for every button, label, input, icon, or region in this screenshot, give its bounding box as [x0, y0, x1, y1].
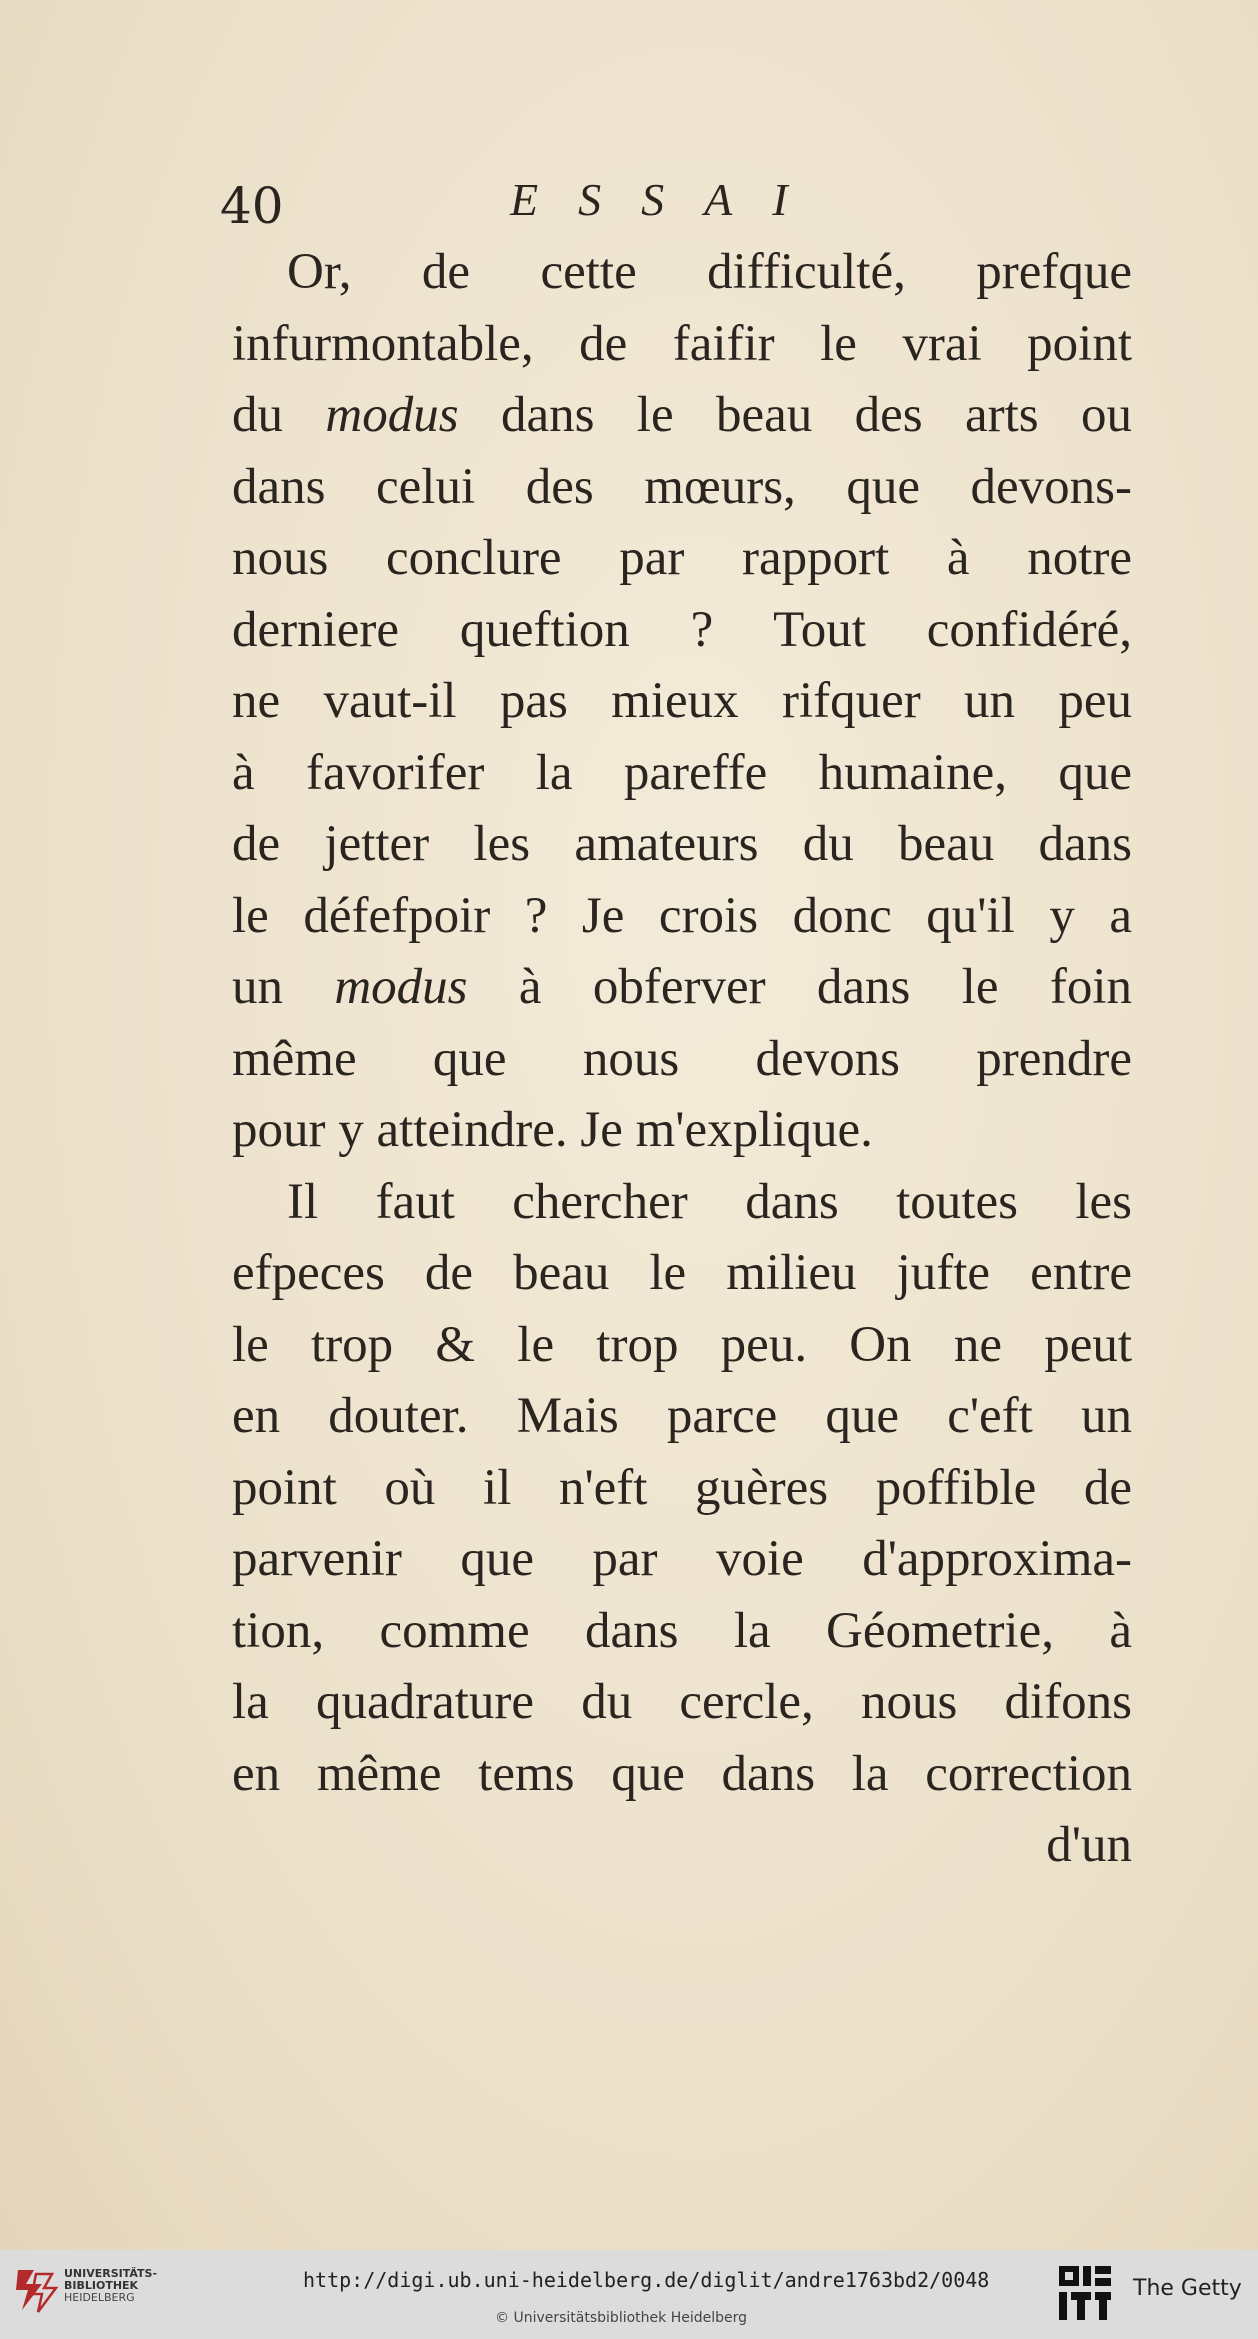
body-text [232, 237, 1132, 1882]
text-line: tion, comme dans la Géometrie, à [232, 1602, 1132, 1659]
text-line: nous conclure par rapport à notre [232, 530, 1132, 586]
italic-word: modus [334, 959, 468, 1015]
text-line: le défefpoir ? Je crois donc qu'il y a [232, 887, 1132, 944]
running-title: ESSAI [510, 174, 828, 225]
text-line: le trop & le trop peu. On ne peut [232, 1316, 1132, 1373]
text-line: dans celui des mœurs, que devons- [232, 458, 1132, 515]
text-line: Or, de cette difficulté, prefque [287, 244, 1132, 300]
text-line: efpeces de beau le milieu jufte entre [232, 1245, 1132, 1301]
text-line: derniere queftion ? Tout confidéré, [232, 601, 1132, 658]
text-line: du modus dans le beau des arts ou [232, 387, 1132, 443]
text-line: la quadrature du cercle, nous difons [232, 1674, 1132, 1730]
italic-word: modus [325, 387, 459, 443]
partner-name: The Getty [1133, 2276, 1242, 2301]
text-line: ne vaut-il pas mieux rifquer un peu [232, 673, 1132, 729]
copyright-notice: © Universitätsbibliothek Heidelberg [495, 2310, 748, 2326]
catchword: d'un [1046, 1817, 1132, 1873]
text-line: un modus à obferver dans le foin [232, 959, 1133, 1015]
library-name: UNIVERSITÄTS- BIBLIOTHEK HEIDELBERG [64, 2267, 158, 2304]
text-line: pour y atteindre. Je m'explique. [232, 1102, 873, 1158]
text-line: parvenir que par voie d'approxima- [232, 1531, 1132, 1587]
text-line: infurmontable, de faifir le vrai point [232, 315, 1132, 372]
ub-heidelberg-logo-icon[interactable] [12, 2264, 58, 2316]
text-line: de jetter les amateurs du beau dans [232, 816, 1132, 872]
text-line: point où il n'eft guères poffible de [232, 1459, 1132, 1516]
getty-logo-icon[interactable] [1057, 2264, 1113, 2324]
permalink-url[interactable]: http://digi.ub.uni-heidelberg.de/diglit/andre1763bd2/0048 [303, 2268, 990, 2292]
text-line: à favorifer la pareffe humaine, que [232, 744, 1132, 801]
text-line: en douter. Mais parce que c'eft un [232, 1388, 1132, 1444]
text-line: même que nous devons prendre [232, 1030, 1132, 1087]
viewer-footer [0, 2250, 1258, 2339]
text-line: Il faut chercher dans toutes les [287, 1173, 1132, 1230]
page-number: 40 [220, 177, 284, 235]
text-line: en même tems que dans la correction [232, 1745, 1132, 1802]
page-header [220, 165, 1130, 235]
